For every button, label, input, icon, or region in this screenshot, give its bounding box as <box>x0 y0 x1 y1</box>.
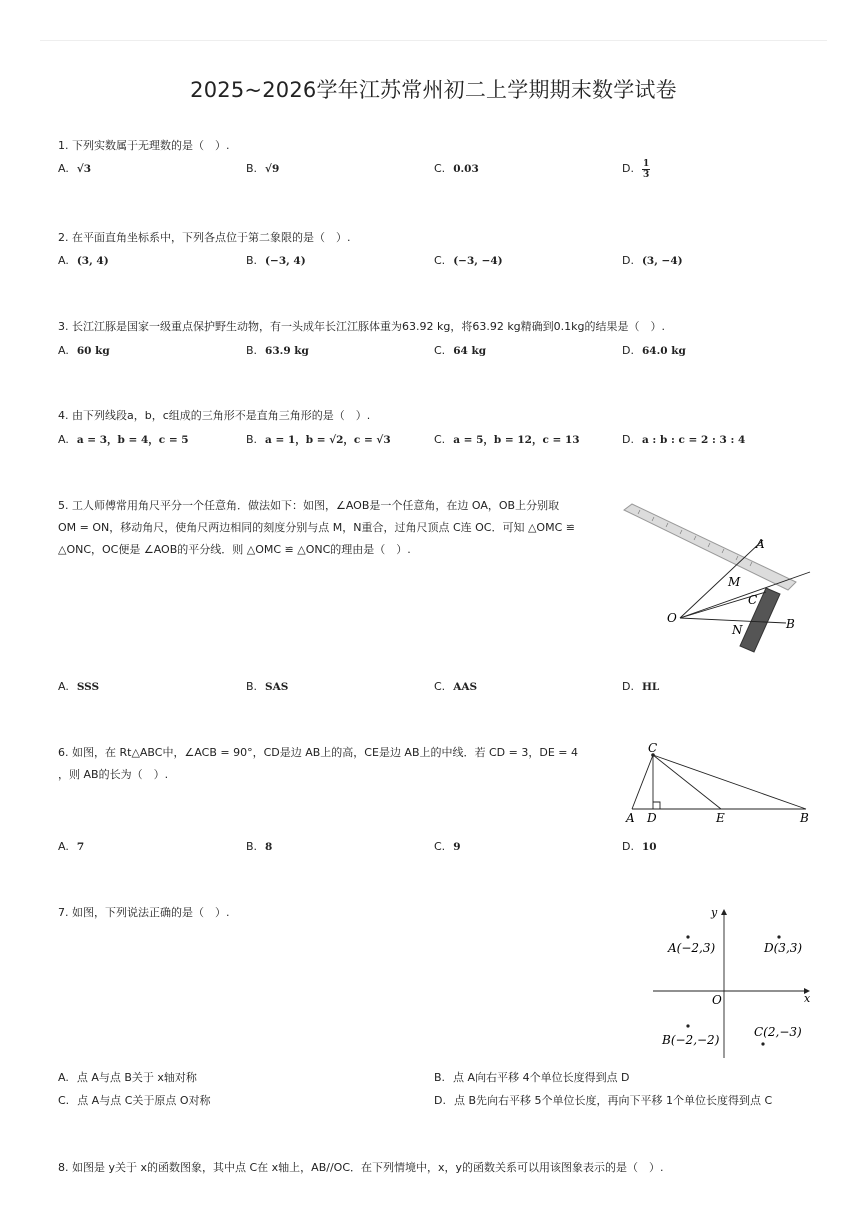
q6-option-a[interactable]: A. 7 <box>58 840 85 853</box>
q1-option-c[interactable]: C. 0.03 <box>434 162 479 175</box>
question-3-stem: 3. 长江江豚是国家一级重点保护野生动物，有一头成年长江江豚体重为63.92 kg，将63.92 kg精确到0.1kg的结果是（ ）. <box>58 320 666 333</box>
fig7-label-x: x <box>804 992 811 1005</box>
fig6-label-a: A <box>626 811 635 825</box>
q5-line-3: △ONC，OC便是 ∠AOB的平分线．则 △OMC ≌ △ONC的理由是（ ）. <box>58 543 411 556</box>
q4-option-a[interactable]: A. a = 3，b = 4，c = 5 <box>58 433 189 446</box>
q5-option-a[interactable]: A. SSS <box>58 680 100 693</box>
q6-option-c[interactable]: C. 9 <box>434 840 461 853</box>
q5-line-2: OM = ON，移动角尺，使角尺两边相同的刻度分别与点 M，N重合，过角尺顶点 C连 OC．可知 △OMC ≌ <box>58 521 575 534</box>
question-6-stem <box>58 742 618 786</box>
q3-option-b[interactable]: B. 63.9 kg <box>246 344 309 357</box>
question-5-stem <box>58 495 618 561</box>
q7-option-d[interactable]: D. 点 B先向右平移 5个单位长度，再向下平移 1个单位长度得到点 C <box>434 1094 773 1107</box>
q5-option-c[interactable]: C. AAS <box>434 680 478 693</box>
q7-option-a[interactable]: A. 点 A与点 B关于 x轴对称 <box>58 1071 197 1084</box>
page-title: 2025~2026学年江苏常州初二上学期期末数学试卷 <box>190 78 677 102</box>
q4-option-b[interactable]: B. a = 1，b = √2，c = √3 <box>246 433 391 446</box>
coordinate-plane-figure <box>648 900 818 1062</box>
q7-option-c[interactable]: C. 点 A与点 C关于原点 O对称 <box>58 1094 211 1107</box>
question-7-options-row-1 <box>58 1067 818 1089</box>
q4-option-d[interactable]: D. a : b : c = 2 : 3 : 4 <box>622 433 746 446</box>
question-3-options <box>58 340 818 362</box>
fig5-label-b: B <box>786 617 795 631</box>
q5-option-b[interactable]: B. SAS <box>246 680 289 693</box>
fig6-label-b: B <box>800 811 809 825</box>
triangle-lines <box>632 755 806 809</box>
fig7-label-o: O <box>712 993 722 1007</box>
q3-option-c[interactable]: C. 64 kg <box>434 344 487 357</box>
q1-option-d[interactable]: D. $\frac{1}{3}$ <box>622 158 650 180</box>
top-divider <box>40 40 827 41</box>
fig5-label-m: M <box>728 575 741 589</box>
question-2-stem: 2. 在平面直角坐标系中，下列各点位于第二象限的是（ ）. <box>58 231 351 244</box>
q2-option-c[interactable]: C. (−3, −4) <box>434 254 503 267</box>
right-triangle-figure <box>620 738 815 828</box>
q6-option-d[interactable]: D. 10 <box>622 840 657 853</box>
point-a <box>686 935 689 938</box>
q6-option-b[interactable]: B. 8 <box>246 840 273 853</box>
q7-option-b[interactable]: B. 点 A向右平移 4个单位长度得到点 D <box>434 1071 630 1084</box>
point-b <box>686 1024 689 1027</box>
point-c <box>761 1042 764 1045</box>
fig6-label-e: E <box>716 811 725 825</box>
q6-line-1: 6. 如图，在 Rt△ABC中，∠ACB = 90°，CD是边 AB上的高，CE是边 AB上的中线．若 CD = 3，DE = 4 <box>58 746 578 759</box>
ruler-long-arm <box>624 504 796 590</box>
question-4-options <box>58 429 818 451</box>
question-7-stem: 7. 如图，下列说法正确的是（ ）. <box>58 906 230 919</box>
q3-option-a[interactable]: A. 60 kg <box>58 344 110 357</box>
question-1-options <box>58 158 818 180</box>
q3-option-d[interactable]: D. 64.0 kg <box>622 344 686 357</box>
question-4-stem: 4. 由下列线段a，b，c组成的三角形不是直角三角形的是（ ）. <box>58 409 371 422</box>
q2-option-a[interactable]: A. (3, 4) <box>58 254 109 267</box>
fig7-label-y: y <box>711 906 718 919</box>
q2-option-d[interactable]: D. (3, −4) <box>622 254 683 267</box>
fig6-label-d: D <box>647 811 657 825</box>
fig5-label-n: N <box>732 623 743 637</box>
question-1-stem: 1. 下列实数属于无理数的是（ ）. <box>58 139 230 152</box>
q1-option-a[interactable]: A. √3 <box>58 162 92 175</box>
question-6-options <box>58 836 818 858</box>
fig6-label-c: C <box>648 741 658 755</box>
fig5-label-c: C <box>748 593 758 607</box>
q4-option-c[interactable]: C. a = 5，b = 12，c = 13 <box>434 433 580 446</box>
question-2-options <box>58 250 818 272</box>
fig7-label-b: B(−2,−2) <box>662 1033 720 1047</box>
q2-option-b[interactable]: B. (−3, 4) <box>246 254 306 267</box>
fig5-label-o: O <box>667 611 677 625</box>
q5-line-1: 5. 工人师傅常用角尺平分一个任意角．做法如下：如图，∠AOB是一个任意角，在边 OA，OB上分别取 <box>58 499 560 512</box>
question-5-options <box>58 676 818 698</box>
q5-option-d[interactable]: D. HL <box>622 680 660 693</box>
question-7-options-row-2 <box>58 1090 818 1112</box>
fig7-label-c: C(2,−3) <box>754 1025 802 1039</box>
fig7-label-d: D(3,3) <box>764 941 803 955</box>
angle-ruler-figure <box>618 500 818 660</box>
fig5-label-a: A <box>756 537 765 551</box>
fraction: $\frac{1}{3}$ <box>642 158 650 180</box>
point-d <box>777 935 780 938</box>
fig7-label-a: A(−2,3) <box>668 941 716 955</box>
q6-line-2: ，则 AB的长为（ ）. <box>58 768 169 781</box>
question-8-stem: 8. 如图是 y关于 x的函数图象，其中点 C在 x轴上，AB//OC．在下列情境中，x，y的函数关系可以用该图象表示的是（ ）. <box>58 1161 664 1174</box>
q1-option-b[interactable]: B. √9 <box>246 162 280 175</box>
